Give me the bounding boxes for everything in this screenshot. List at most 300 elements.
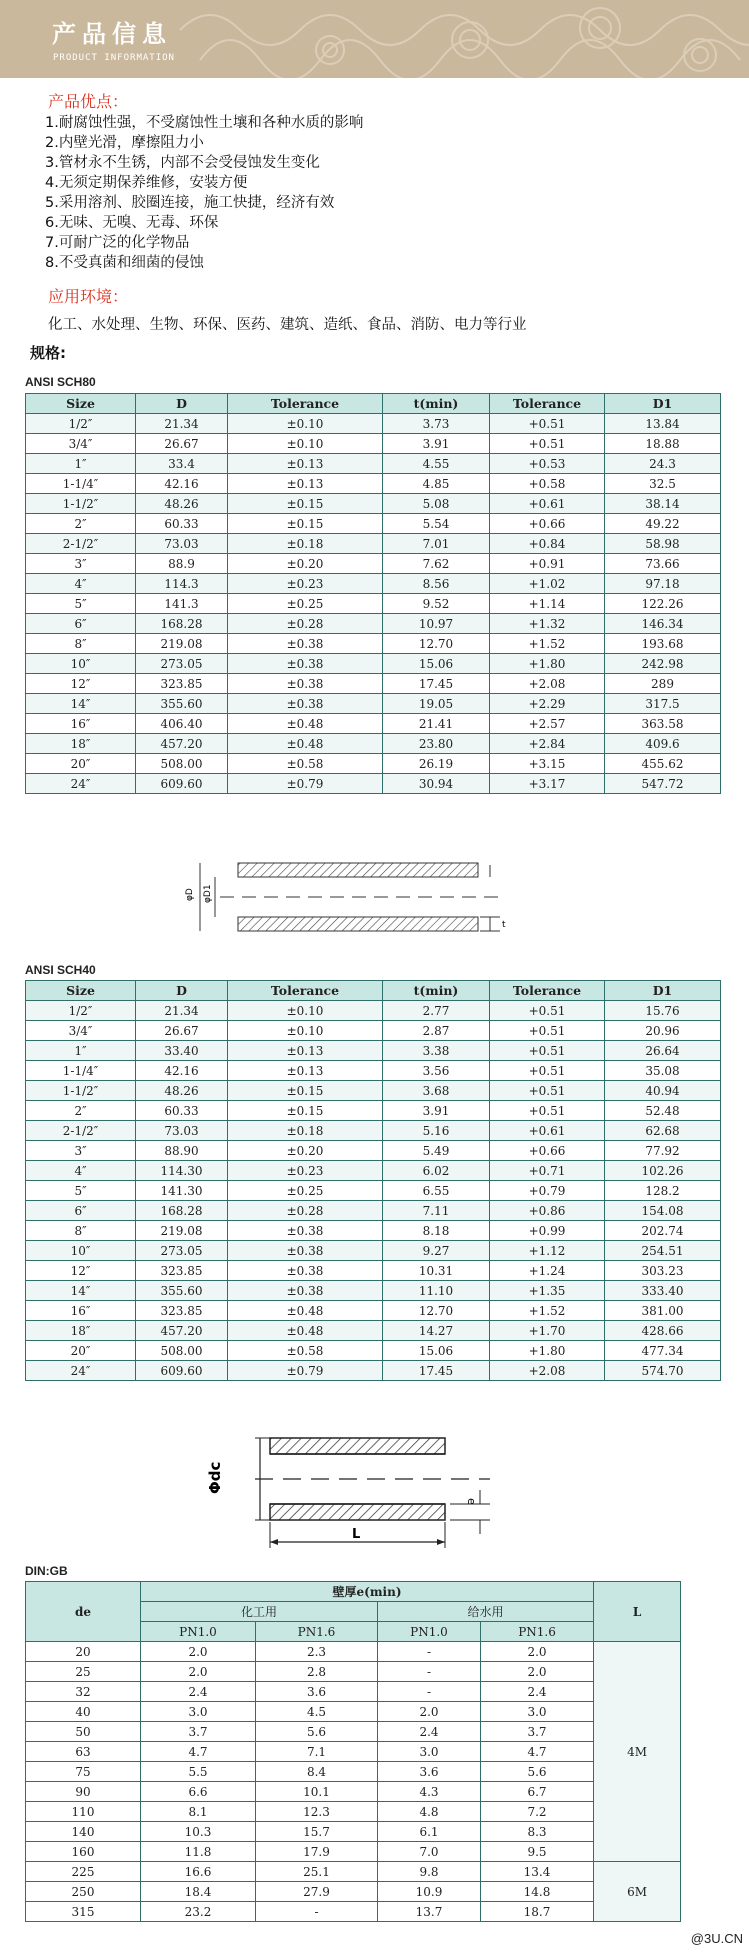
table-cell: 7.0 xyxy=(378,1842,481,1862)
table-cell: 1″ xyxy=(26,1041,136,1061)
table-cell: 3/4″ xyxy=(26,1021,136,1041)
table-cell: 21.34 xyxy=(136,1001,228,1021)
table-row xyxy=(26,674,721,694)
table-cell: ±0.58 xyxy=(228,754,383,774)
table-cell: ±0.10 xyxy=(228,414,383,434)
table-cell: 33.4 xyxy=(136,454,228,474)
table-cell: 62.68 xyxy=(605,1121,721,1141)
applications-text: 化工、水处理、生物、环保、医药、建筑、造纸、食品、消防、电力等行业 xyxy=(48,317,527,333)
table-cell: 323.85 xyxy=(136,1301,228,1321)
table-row xyxy=(26,494,721,514)
table-cell: 42.16 xyxy=(136,474,228,494)
table-cell: 7.11 xyxy=(383,1201,490,1221)
table-cell: 12″ xyxy=(26,1261,136,1281)
din-header-pn: PN1.0 xyxy=(378,1622,481,1642)
table-cell: ±0.13 xyxy=(228,474,383,494)
table-cell: 219.08 xyxy=(136,1221,228,1241)
table-cell: 5.54 xyxy=(383,514,490,534)
table-row xyxy=(26,1181,721,1201)
table-cell: +2.08 xyxy=(490,674,605,694)
table-cell: 6.55 xyxy=(383,1181,490,1201)
table-row xyxy=(26,1782,681,1802)
advantages-list xyxy=(45,113,363,273)
table-cell: 355.60 xyxy=(136,694,228,714)
table-cell: +1.70 xyxy=(490,1321,605,1341)
table-cell: 12.70 xyxy=(383,634,490,654)
table-cell: 2.0 xyxy=(378,1702,481,1722)
table-cell: 2.0 xyxy=(141,1662,256,1682)
table-cell: 3.7 xyxy=(481,1722,594,1742)
table-cell: 8.56 xyxy=(383,574,490,594)
table-cell: ±0.38 xyxy=(228,1281,383,1301)
table-cell: 26.64 xyxy=(605,1041,721,1061)
table-cell: 2.4 xyxy=(141,1682,256,1702)
table-cell: 193.68 xyxy=(605,634,721,654)
table-cell: +1.32 xyxy=(490,614,605,634)
din-label: DIN:GB xyxy=(25,1564,68,1578)
table-cell: +1.52 xyxy=(490,634,605,654)
table-row xyxy=(26,1742,681,1762)
table-cell: +0.61 xyxy=(490,1121,605,1141)
table-cell: 2.8 xyxy=(256,1662,378,1682)
table-cell: 5″ xyxy=(26,594,136,614)
table-cell: 4.8 xyxy=(378,1802,481,1822)
table-cell: 2.77 xyxy=(383,1001,490,1021)
table-cell: 4″ xyxy=(26,1161,136,1181)
table-cell: 15.06 xyxy=(383,654,490,674)
table-cell: 3.73 xyxy=(383,414,490,434)
table-cell: 4.3 xyxy=(378,1782,481,1802)
table-cell: ±0.25 xyxy=(228,1181,383,1201)
table-cell: 8.4 xyxy=(256,1762,378,1782)
table-row xyxy=(26,1081,721,1101)
column-header: Tolerance xyxy=(490,394,605,414)
table-cell: 7.2 xyxy=(481,1802,594,1822)
table-cell: 23.2 xyxy=(141,1902,256,1922)
sch40-label: ANSI SCH40 xyxy=(25,963,96,977)
column-header: Size xyxy=(26,981,136,1001)
table-cell: 1/2″ xyxy=(26,1001,136,1021)
table-cell: 77.92 xyxy=(605,1141,721,1161)
table-cell: 3.0 xyxy=(481,1702,594,1722)
table-cell: +1.02 xyxy=(490,574,605,594)
table-cell: 1-1/2″ xyxy=(26,494,136,514)
table-cell: 10.1 xyxy=(256,1782,378,1802)
table-cell: 25.1 xyxy=(256,1862,378,1882)
table-cell: 2.87 xyxy=(383,1021,490,1041)
table-row xyxy=(26,754,721,774)
table-cell: 7.62 xyxy=(383,554,490,574)
table-cell: 2.4 xyxy=(378,1722,481,1742)
table-cell: 26.19 xyxy=(383,754,490,774)
applications-heading: 应用环境： xyxy=(48,287,129,306)
table-cell: 3.7 xyxy=(141,1722,256,1742)
table-cell: ±0.48 xyxy=(228,714,383,734)
table-row xyxy=(26,1041,721,1061)
table-cell: 202.74 xyxy=(605,1221,721,1241)
table-cell: 63 xyxy=(26,1742,141,1762)
table-row xyxy=(26,1061,721,1081)
table-cell: - xyxy=(256,1902,378,1922)
table-row xyxy=(26,1662,681,1682)
table-cell: 5.16 xyxy=(383,1121,490,1141)
table-cell: +0.84 xyxy=(490,534,605,554)
table-cell: ±0.15 xyxy=(228,1081,383,1101)
table-cell: 4.5 xyxy=(256,1702,378,1722)
din-header-wall: 壁厚e(min) xyxy=(141,1582,594,1602)
table-cell: 219.08 xyxy=(136,634,228,654)
table-cell: 315 xyxy=(26,1902,141,1922)
table-cell: 141.30 xyxy=(136,1181,228,1201)
table-cell: ±0.25 xyxy=(228,594,383,614)
column-header: Tolerance xyxy=(490,981,605,1001)
table-cell: 2″ xyxy=(26,514,136,534)
page-subtitle: PRODUCT INFORMATION xyxy=(53,53,175,63)
table-cell: 26.67 xyxy=(136,434,228,454)
table-cell: 3.6 xyxy=(256,1682,378,1702)
column-header: D1 xyxy=(605,394,721,414)
table-cell: 9.8 xyxy=(378,1862,481,1882)
table-cell: 17.45 xyxy=(383,674,490,694)
table-cell: 10″ xyxy=(26,1241,136,1261)
table-cell: 21.41 xyxy=(383,714,490,734)
table-cell: +1.35 xyxy=(490,1281,605,1301)
table-row xyxy=(26,1822,681,1842)
table-cell: 428.66 xyxy=(605,1321,721,1341)
table-cell: 6.02 xyxy=(383,1161,490,1181)
table-cell: 146.34 xyxy=(605,614,721,634)
table-row xyxy=(26,1341,721,1361)
table-row xyxy=(26,614,721,634)
din-table xyxy=(25,1581,681,1922)
table-cell: 323.85 xyxy=(136,1261,228,1281)
table-cell: 73.03 xyxy=(136,534,228,554)
table-cell: 16.6 xyxy=(141,1862,256,1882)
table-cell: 3.91 xyxy=(383,434,490,454)
table-row xyxy=(26,594,721,614)
table-cell: 8.1 xyxy=(141,1802,256,1822)
length-cell: 4M xyxy=(594,1642,681,1862)
table-cell: ±0.15 xyxy=(228,514,383,534)
table-cell: 15.76 xyxy=(605,1001,721,1021)
table-cell: 6.7 xyxy=(481,1782,594,1802)
table-cell: 110 xyxy=(26,1802,141,1822)
table-row xyxy=(26,1101,721,1121)
table-row xyxy=(26,1361,721,1381)
table-cell: 11.8 xyxy=(141,1842,256,1862)
table-cell: +0.91 xyxy=(490,554,605,574)
table-row xyxy=(26,1762,681,1782)
table-cell: +1.12 xyxy=(490,1241,605,1261)
length-cell: 6M xyxy=(594,1862,681,1922)
list-item: 6.无味、无嗅、无毒、环保 xyxy=(45,215,219,231)
table-cell: ±0.48 xyxy=(228,734,383,754)
table-cell: 8″ xyxy=(26,634,136,654)
list-item: 8.不受真菌和细菌的侵蚀 xyxy=(45,255,204,271)
table-cell: 50 xyxy=(26,1722,141,1742)
table-cell: +0.86 xyxy=(490,1201,605,1221)
table-cell: 7.1 xyxy=(256,1742,378,1762)
table-cell: 1-1/2″ xyxy=(26,1081,136,1101)
table-cell: 18.88 xyxy=(605,434,721,454)
table-cell: 4″ xyxy=(26,574,136,594)
sch40-table xyxy=(25,980,721,1381)
din-header-pn: PN1.6 xyxy=(256,1622,378,1642)
table-cell: ±0.58 xyxy=(228,1341,383,1361)
table-cell: +1.52 xyxy=(490,1301,605,1321)
table-cell: ±0.10 xyxy=(228,1001,383,1021)
table-cell: 20.96 xyxy=(605,1021,721,1041)
table-row xyxy=(26,1141,721,1161)
table-row xyxy=(26,1301,721,1321)
table-row xyxy=(26,474,721,494)
table-cell: 3.91 xyxy=(383,1101,490,1121)
table-cell: 40 xyxy=(26,1702,141,1722)
table-row xyxy=(26,534,721,554)
table-cell: 5.49 xyxy=(383,1141,490,1161)
table-row xyxy=(26,654,721,674)
table-cell: 25 xyxy=(26,1662,141,1682)
table-cell: 24″ xyxy=(26,1361,136,1381)
table-cell: 168.28 xyxy=(136,1201,228,1221)
column-header: Tolerance xyxy=(228,981,383,1001)
list-item: 1.耐腐蚀性强，不受腐蚀性土壤和各种水质的影响 xyxy=(45,115,364,131)
table-cell: 508.00 xyxy=(136,754,228,774)
table-cell: ±0.38 xyxy=(228,1241,383,1261)
table-cell: ±0.48 xyxy=(228,1321,383,1341)
table-cell: ±0.38 xyxy=(228,1221,383,1241)
table-cell: 88.9 xyxy=(136,554,228,574)
table-cell: 13.84 xyxy=(605,414,721,434)
table-cell: 8″ xyxy=(26,1221,136,1241)
table-cell: 10″ xyxy=(26,654,136,674)
table-cell: 5.08 xyxy=(383,494,490,514)
table-cell: 21.34 xyxy=(136,414,228,434)
table-row xyxy=(26,634,721,654)
table-cell: 160 xyxy=(26,1842,141,1862)
table-cell: 13.7 xyxy=(378,1902,481,1922)
table-cell: +3.17 xyxy=(490,774,605,794)
table-cell: 254.51 xyxy=(605,1241,721,1261)
table-cell: 6.6 xyxy=(141,1782,256,1802)
table-cell: 609.60 xyxy=(136,774,228,794)
table-cell: 477.34 xyxy=(605,1341,721,1361)
table-cell: 18.7 xyxy=(481,1902,594,1922)
table-cell: 457.20 xyxy=(136,1321,228,1341)
table-cell: +0.51 xyxy=(490,1061,605,1081)
table-cell: 273.05 xyxy=(136,654,228,674)
table-cell: 35.08 xyxy=(605,1061,721,1081)
table-cell: 10.31 xyxy=(383,1261,490,1281)
table-cell: 23.80 xyxy=(383,734,490,754)
table-cell: ±0.10 xyxy=(228,434,383,454)
table-cell: 409.6 xyxy=(605,734,721,754)
table-cell: 40.94 xyxy=(605,1081,721,1101)
table-cell: 32.5 xyxy=(605,474,721,494)
page-title: 产品信息 xyxy=(52,20,172,48)
diagram-label-d1: φD1 xyxy=(203,884,213,903)
table-cell: 5.5 xyxy=(141,1762,256,1782)
table-cell: ±0.13 xyxy=(228,454,383,474)
din-header-chem: 化工用 xyxy=(141,1602,378,1622)
table-cell: 24″ xyxy=(26,774,136,794)
table-cell: 141.3 xyxy=(136,594,228,614)
table-cell: 114.30 xyxy=(136,1161,228,1181)
table-row xyxy=(26,1201,721,1221)
watermark: @3U.CN xyxy=(690,1931,743,1946)
table-cell: 49.22 xyxy=(605,514,721,534)
table-cell: ±0.38 xyxy=(228,634,383,654)
table-cell: 2.3 xyxy=(256,1642,378,1662)
table-cell: 48.26 xyxy=(136,1081,228,1101)
table-cell: 3.6 xyxy=(378,1762,481,1782)
table-cell: +1.24 xyxy=(490,1261,605,1281)
table-cell: 547.72 xyxy=(605,774,721,794)
table-cell: ±0.38 xyxy=(228,694,383,714)
table-cell: 32 xyxy=(26,1682,141,1702)
list-item: 5.采用溶剂、胶圈连接，施工快捷，经济有效 xyxy=(45,195,335,211)
table-cell: 323.85 xyxy=(136,674,228,694)
table-cell: 355.60 xyxy=(136,1281,228,1301)
table-cell: 3.68 xyxy=(383,1081,490,1101)
table-cell: 17.45 xyxy=(383,1361,490,1381)
table-cell: +2.29 xyxy=(490,694,605,714)
diagram-label-d: φD xyxy=(185,888,195,901)
table-cell: 15.7 xyxy=(256,1822,378,1842)
table-cell: - xyxy=(378,1642,481,1662)
table-cell: ±0.15 xyxy=(228,494,383,514)
table-cell: 114.3 xyxy=(136,574,228,594)
header-banner xyxy=(0,0,749,78)
table-row xyxy=(26,1862,681,1882)
table-row xyxy=(26,694,721,714)
table-cell: 13.4 xyxy=(481,1862,594,1882)
din-header-l: L xyxy=(594,1582,681,1642)
table-cell: +0.71 xyxy=(490,1161,605,1181)
din-header-pn: PN1.6 xyxy=(481,1622,594,1642)
table-cell: +0.53 xyxy=(490,454,605,474)
table-cell: 455.62 xyxy=(605,754,721,774)
pipe-diagram-sch80 xyxy=(180,855,510,945)
table-cell: 4.7 xyxy=(481,1742,594,1762)
table-row xyxy=(26,774,721,794)
table-cell: 60.33 xyxy=(136,1101,228,1121)
column-header: D xyxy=(136,981,228,1001)
table-cell: 4.7 xyxy=(141,1742,256,1762)
table-row xyxy=(26,1001,721,1021)
table-cell: +0.58 xyxy=(490,474,605,494)
table-cell: 15.06 xyxy=(383,1341,490,1361)
list-item: 7.可耐广泛的化学物品 xyxy=(45,235,190,251)
table-cell: 48.26 xyxy=(136,494,228,514)
table-cell: +0.51 xyxy=(490,414,605,434)
diagram-label-e: e xyxy=(465,1498,478,1505)
table-cell: +2.57 xyxy=(490,714,605,734)
table-cell: 52.48 xyxy=(605,1101,721,1121)
table-cell: 2.0 xyxy=(481,1642,594,1662)
table-cell: 18″ xyxy=(26,734,136,754)
table-cell: +3.15 xyxy=(490,754,605,774)
column-header: t(min) xyxy=(383,394,490,414)
table-cell: 1″ xyxy=(26,454,136,474)
table-cell: 88.90 xyxy=(136,1141,228,1161)
table-cell: 30.94 xyxy=(383,774,490,794)
table-cell: +0.51 xyxy=(490,1041,605,1061)
table-cell: 2-1/2″ xyxy=(26,534,136,554)
table-cell: 10.9 xyxy=(378,1882,481,1902)
table-cell: 42.16 xyxy=(136,1061,228,1081)
sch80-table xyxy=(25,393,721,794)
table-cell: 5″ xyxy=(26,1181,136,1201)
table-cell: 20″ xyxy=(26,1341,136,1361)
table-cell: +2.08 xyxy=(490,1361,605,1381)
table-row xyxy=(26,414,721,434)
table-cell: 58.98 xyxy=(605,534,721,554)
table-row xyxy=(26,1722,681,1742)
table-cell: ±0.38 xyxy=(228,654,383,674)
table-cell: - xyxy=(378,1662,481,1682)
table-cell: 317.5 xyxy=(605,694,721,714)
table-cell: 20 xyxy=(26,1642,141,1662)
table-cell: 18.4 xyxy=(141,1882,256,1902)
table-cell: ±0.10 xyxy=(228,1021,383,1041)
sch80-label: ANSI SCH80 xyxy=(25,375,96,389)
table-cell: 11.10 xyxy=(383,1281,490,1301)
table-cell: 14″ xyxy=(26,1281,136,1301)
table-cell: 2.0 xyxy=(141,1642,256,1662)
column-header: Tolerance xyxy=(228,394,383,414)
table-cell: 128.2 xyxy=(605,1181,721,1201)
table-cell: +1.80 xyxy=(490,654,605,674)
table-cell: 73.03 xyxy=(136,1121,228,1141)
table-cell: 17.9 xyxy=(256,1842,378,1862)
table-cell: 16″ xyxy=(26,1301,136,1321)
diagram-label-l: L xyxy=(352,1527,361,1542)
column-header: D xyxy=(136,394,228,414)
table-cell: +0.51 xyxy=(490,1081,605,1101)
table-cell: 2.0 xyxy=(481,1662,594,1682)
table-cell: 90 xyxy=(26,1782,141,1802)
list-item: 2.内壁光滑，摩擦阻力小 xyxy=(45,135,204,151)
table-cell: +0.51 xyxy=(490,1101,605,1121)
table-cell: 273.05 xyxy=(136,1241,228,1261)
table-row xyxy=(26,1121,721,1141)
table-cell: 12″ xyxy=(26,674,136,694)
table-row xyxy=(26,1642,681,1662)
table-cell: 9.27 xyxy=(383,1241,490,1261)
list-item: 3.管材永不生锈，内部不会受侵蚀发生变化 xyxy=(45,155,320,171)
pipe-diagram-din xyxy=(200,1430,500,1555)
table-row xyxy=(26,1241,721,1261)
table-cell: +0.51 xyxy=(490,434,605,454)
table-cell: 140 xyxy=(26,1822,141,1842)
table-cell: 225 xyxy=(26,1862,141,1882)
table-cell: 3″ xyxy=(26,554,136,574)
table-cell: ±0.15 xyxy=(228,1101,383,1121)
table-cell: +2.84 xyxy=(490,734,605,754)
table-cell: 10.3 xyxy=(141,1822,256,1842)
table-row xyxy=(26,734,721,754)
table-cell: 7.01 xyxy=(383,534,490,554)
table-cell: 14.27 xyxy=(383,1321,490,1341)
table-cell: 250 xyxy=(26,1882,141,1902)
specs-title: 规格: xyxy=(30,344,66,362)
table-cell: ±0.18 xyxy=(228,534,383,554)
diagram-label-dc: Φdc xyxy=(206,1461,224,1494)
table-row xyxy=(26,1281,721,1301)
table-cell: 16″ xyxy=(26,714,136,734)
table-cell: 75 xyxy=(26,1762,141,1782)
